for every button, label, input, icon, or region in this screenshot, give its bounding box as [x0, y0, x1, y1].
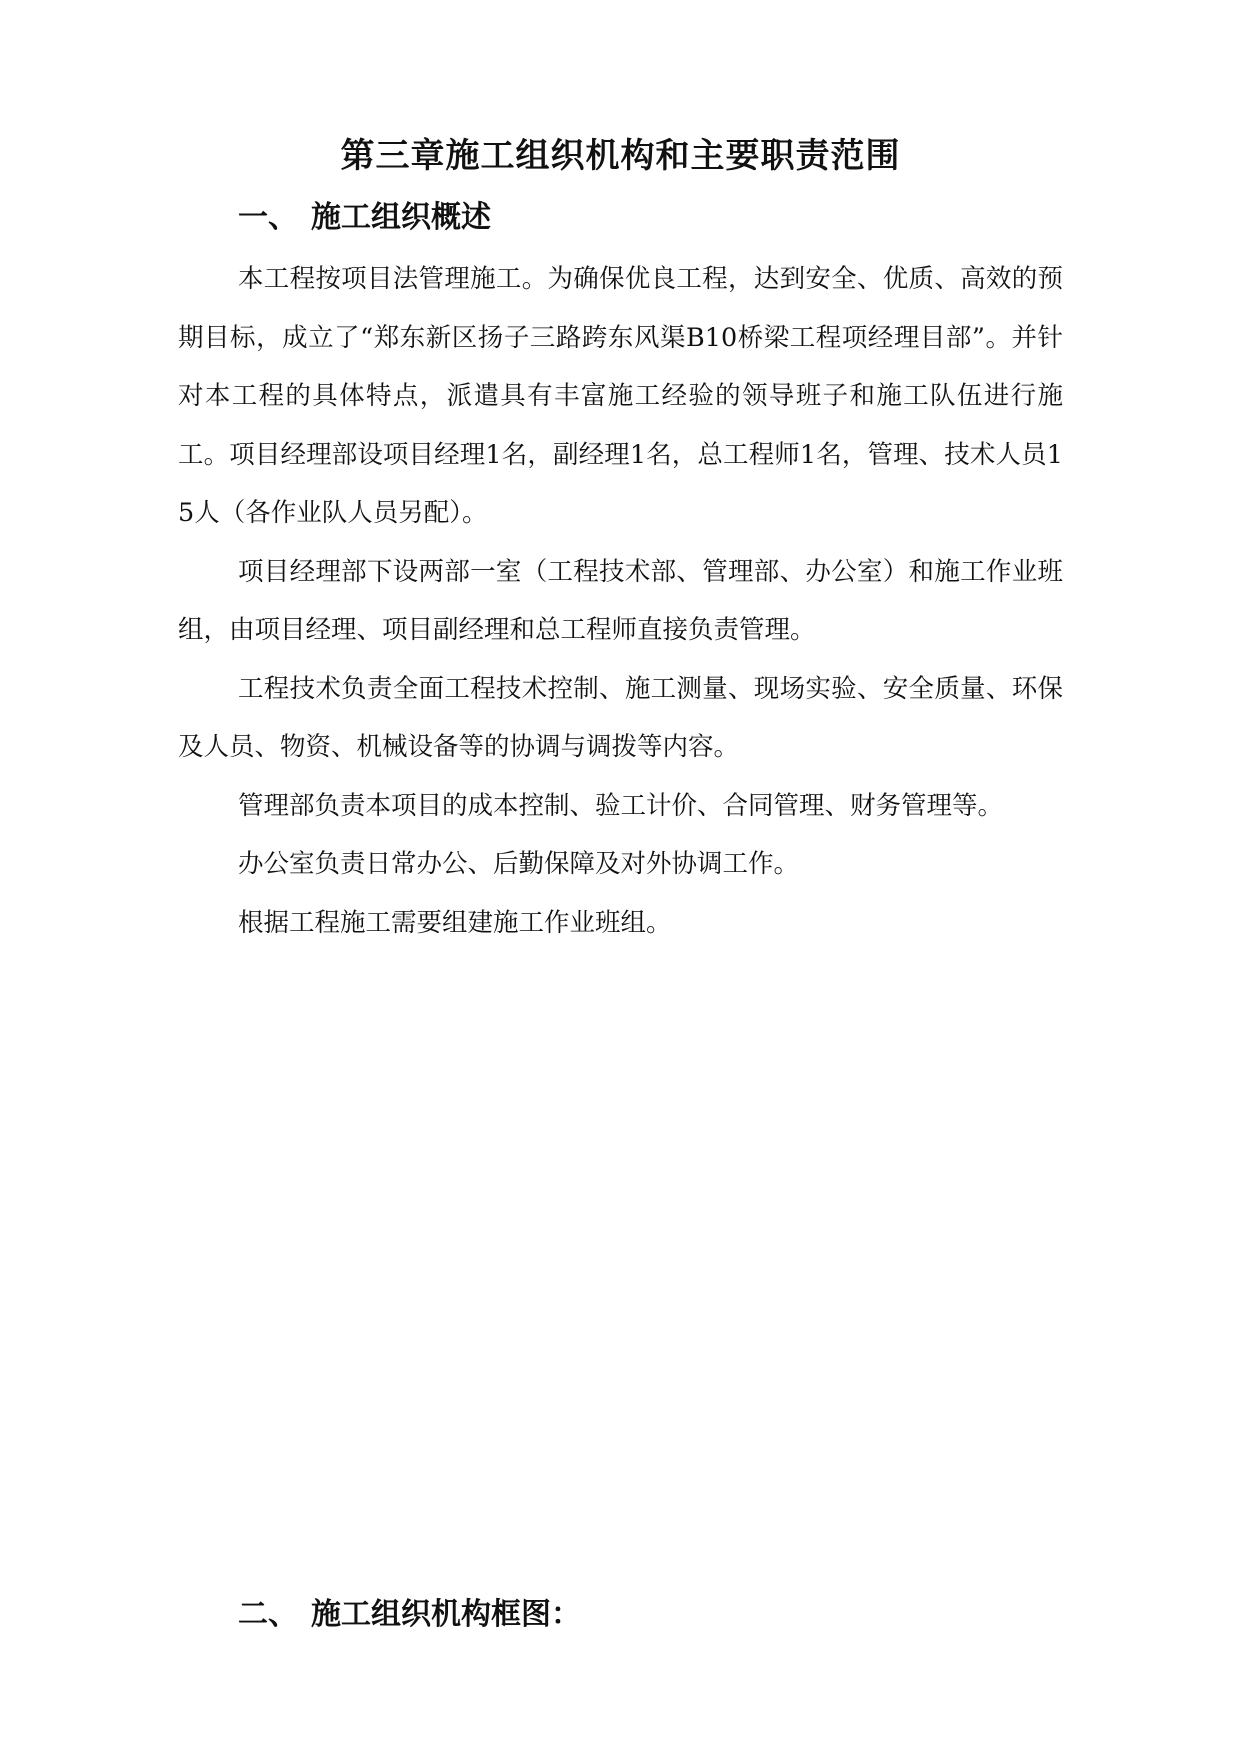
paragraph: 根据工程施工需要组建施工作业班组。: [238, 907, 672, 938]
paragraph: 本工程按项目法管理施工。为确保优良工程，达到安全、优质、高效的预期目标，成立了“郑东新区扬子三路跨东风渠B10桥梁工程项经理目部”。并针对本工程的具体特点，派遣具有丰富施工经验的领导班子和施工队伍进行施工。项目经理部设项目经理1名，副经理1名，总工程师1名，管理、技术人员15人（各作业队人员另配）。: [178, 264, 1063, 528]
section-title-2: 施工组织机构框图：: [311, 1597, 581, 1632]
section-number-2: 二、: [238, 1597, 298, 1632]
paragraph: 办公室负责日常办公、后勤保障及对外协调工作。: [238, 849, 800, 879]
chapter-title: 第三章施工组织机构和主要职责范围: [340, 136, 901, 176]
paragraph: 项目经理部下设两部一室（工程技术部、管理部、办公室）和施工作业班组，由项目经理、项目副经理和总工程师直接负责管理。: [178, 556, 1063, 645]
section-body: [178, 250, 1063, 952]
section-title-1: 施工组织概述: [311, 200, 491, 235]
section-heading-2: [238, 1589, 581, 1633]
section-number-1: 一、: [238, 200, 298, 235]
paragraph: 工程技术负责全面工程技术控制、施工测量、现场实验、安全质量、环保及人员、物资、机械设备等的协调与调拨等内容。: [178, 673, 1063, 762]
paragraph: 管理部负责本项目的成本控制、验工计价、合同管理、财务管理等。: [238, 790, 1004, 821]
section-heading-1: [238, 192, 491, 236]
